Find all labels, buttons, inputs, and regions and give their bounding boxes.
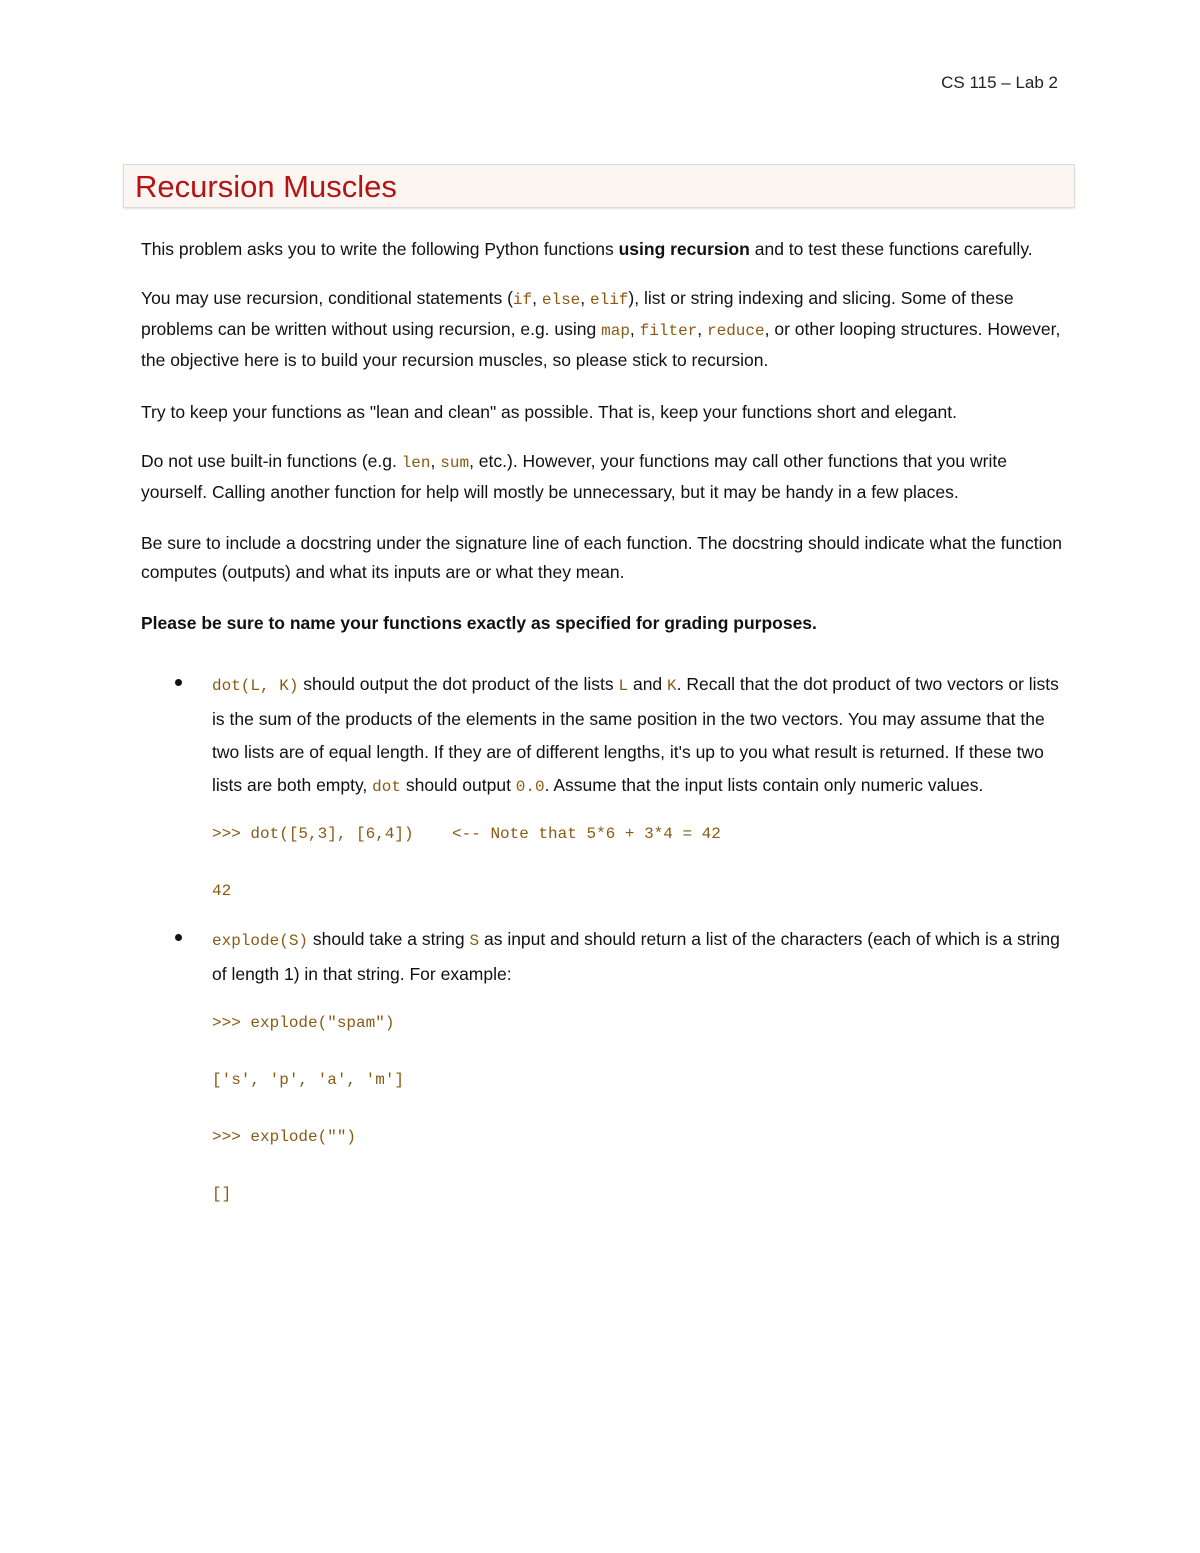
text-run: and to test these functions carefully.	[749, 239, 1033, 259]
naming-notice: Please be sure to name your functions exactly as specified for grading purposes.	[141, 613, 817, 633]
course-header: CS 115 – Lab 2	[941, 73, 1058, 92]
text-run: as input and should return a list of the characters (each of which is a string of length 1) in that string. For example:	[212, 929, 1060, 984]
text-run: , or other looping structures. However, the objective here is to build your recursion muscles, so please stick to recursion.	[141, 319, 1061, 370]
text-run: ,	[629, 319, 640, 339]
text-run: This problem asks you to write the following Python functions	[141, 239, 619, 259]
intro-paragraph-3: Try to keep your functions as "lean and clean" as possible. That is, keep your functions short and elegant.	[141, 402, 957, 422]
bullet-icon	[175, 934, 182, 941]
section-title-box	[123, 164, 1075, 208]
code-keyword: else	[541, 291, 581, 309]
code-keyword: K	[667, 677, 677, 695]
code-keyword: L	[618, 677, 629, 695]
code-keyword: filter	[639, 322, 698, 340]
explode-example-1-call: >>> explode("spam")	[212, 1014, 395, 1032]
code-keyword: if	[512, 291, 533, 309]
text-run: You may use recursion, conditional statements (	[141, 288, 513, 308]
text-run: ,	[697, 319, 707, 339]
text-run: and	[628, 674, 668, 694]
document-body	[141, 235, 1066, 1204]
bold-text: using recursion	[618, 239, 750, 259]
text-run: should take a string	[308, 929, 470, 949]
text-run: Do not use built-in functions (e.g.	[141, 451, 402, 471]
code-keyword: 0.0	[515, 778, 545, 796]
text-run: should output the dot product of the lists	[298, 674, 619, 694]
text-run: ), list or string indexing and slicing. Some of these problems can be written without using recursion, e.g. using	[141, 288, 1014, 339]
intro-paragraph-5: Be sure to include a docstring under the signature line of each function. The docstring should indicate what the function computes (outputs) and what its inputs are or what they mean.	[141, 533, 1062, 582]
code-keyword: S	[469, 932, 480, 950]
function-item-explode	[141, 923, 1066, 1204]
section-title: Recursion Muscles	[135, 169, 397, 204]
text-run: . Recall that the dot product of two vectors or lists is the sum of the products of the elements in the same position in the two vectors. You may assume that the two lists are of equal length. If they are of different lengths, it's up to you what result is returned. If these two lists are both empty,	[212, 674, 1059, 795]
text-run: . Assume that the input lists contain only numeric values.	[544, 775, 984, 795]
code-keyword: reduce	[707, 322, 765, 340]
explode-example-2-call: >>> explode("")	[212, 1128, 357, 1146]
intro-paragraph-1	[141, 235, 1066, 264]
intro-paragraph-2	[141, 284, 1066, 375]
explode-example-2-result: []	[212, 1185, 232, 1203]
function-signature: explode(S)	[212, 932, 309, 950]
text-run: , etc.). However, your functions may call other functions that you write yourself. Calling another function for help will mostly be unnecessary, but it may be handy in a few places.	[141, 451, 1007, 502]
code-keyword: sum	[440, 454, 470, 472]
code-keyword: elif	[590, 291, 629, 309]
code-keyword: dot	[372, 778, 401, 796]
explode-description	[212, 923, 1066, 991]
dot-description	[212, 668, 1066, 804]
text-run: should output	[400, 775, 516, 795]
explode-example-1-result: ['s', 'p', 'a', 'm']	[212, 1071, 405, 1089]
code-keyword: len	[401, 454, 431, 472]
text-run: ,	[430, 451, 441, 471]
text-run: ,	[580, 288, 590, 308]
code-keyword: map	[601, 322, 630, 340]
function-signature: dot(L, K)	[212, 677, 299, 695]
text-run: ,	[532, 288, 542, 308]
function-item-dot	[141, 668, 1066, 901]
bullet-icon	[175, 679, 182, 686]
intro-paragraph-4	[141, 447, 1066, 507]
dot-example-result: 42	[212, 882, 232, 900]
dot-example-call: >>> dot([5,3], [6,4]) <-- Note that 5*6 + 3*4 = 42	[212, 825, 721, 843]
